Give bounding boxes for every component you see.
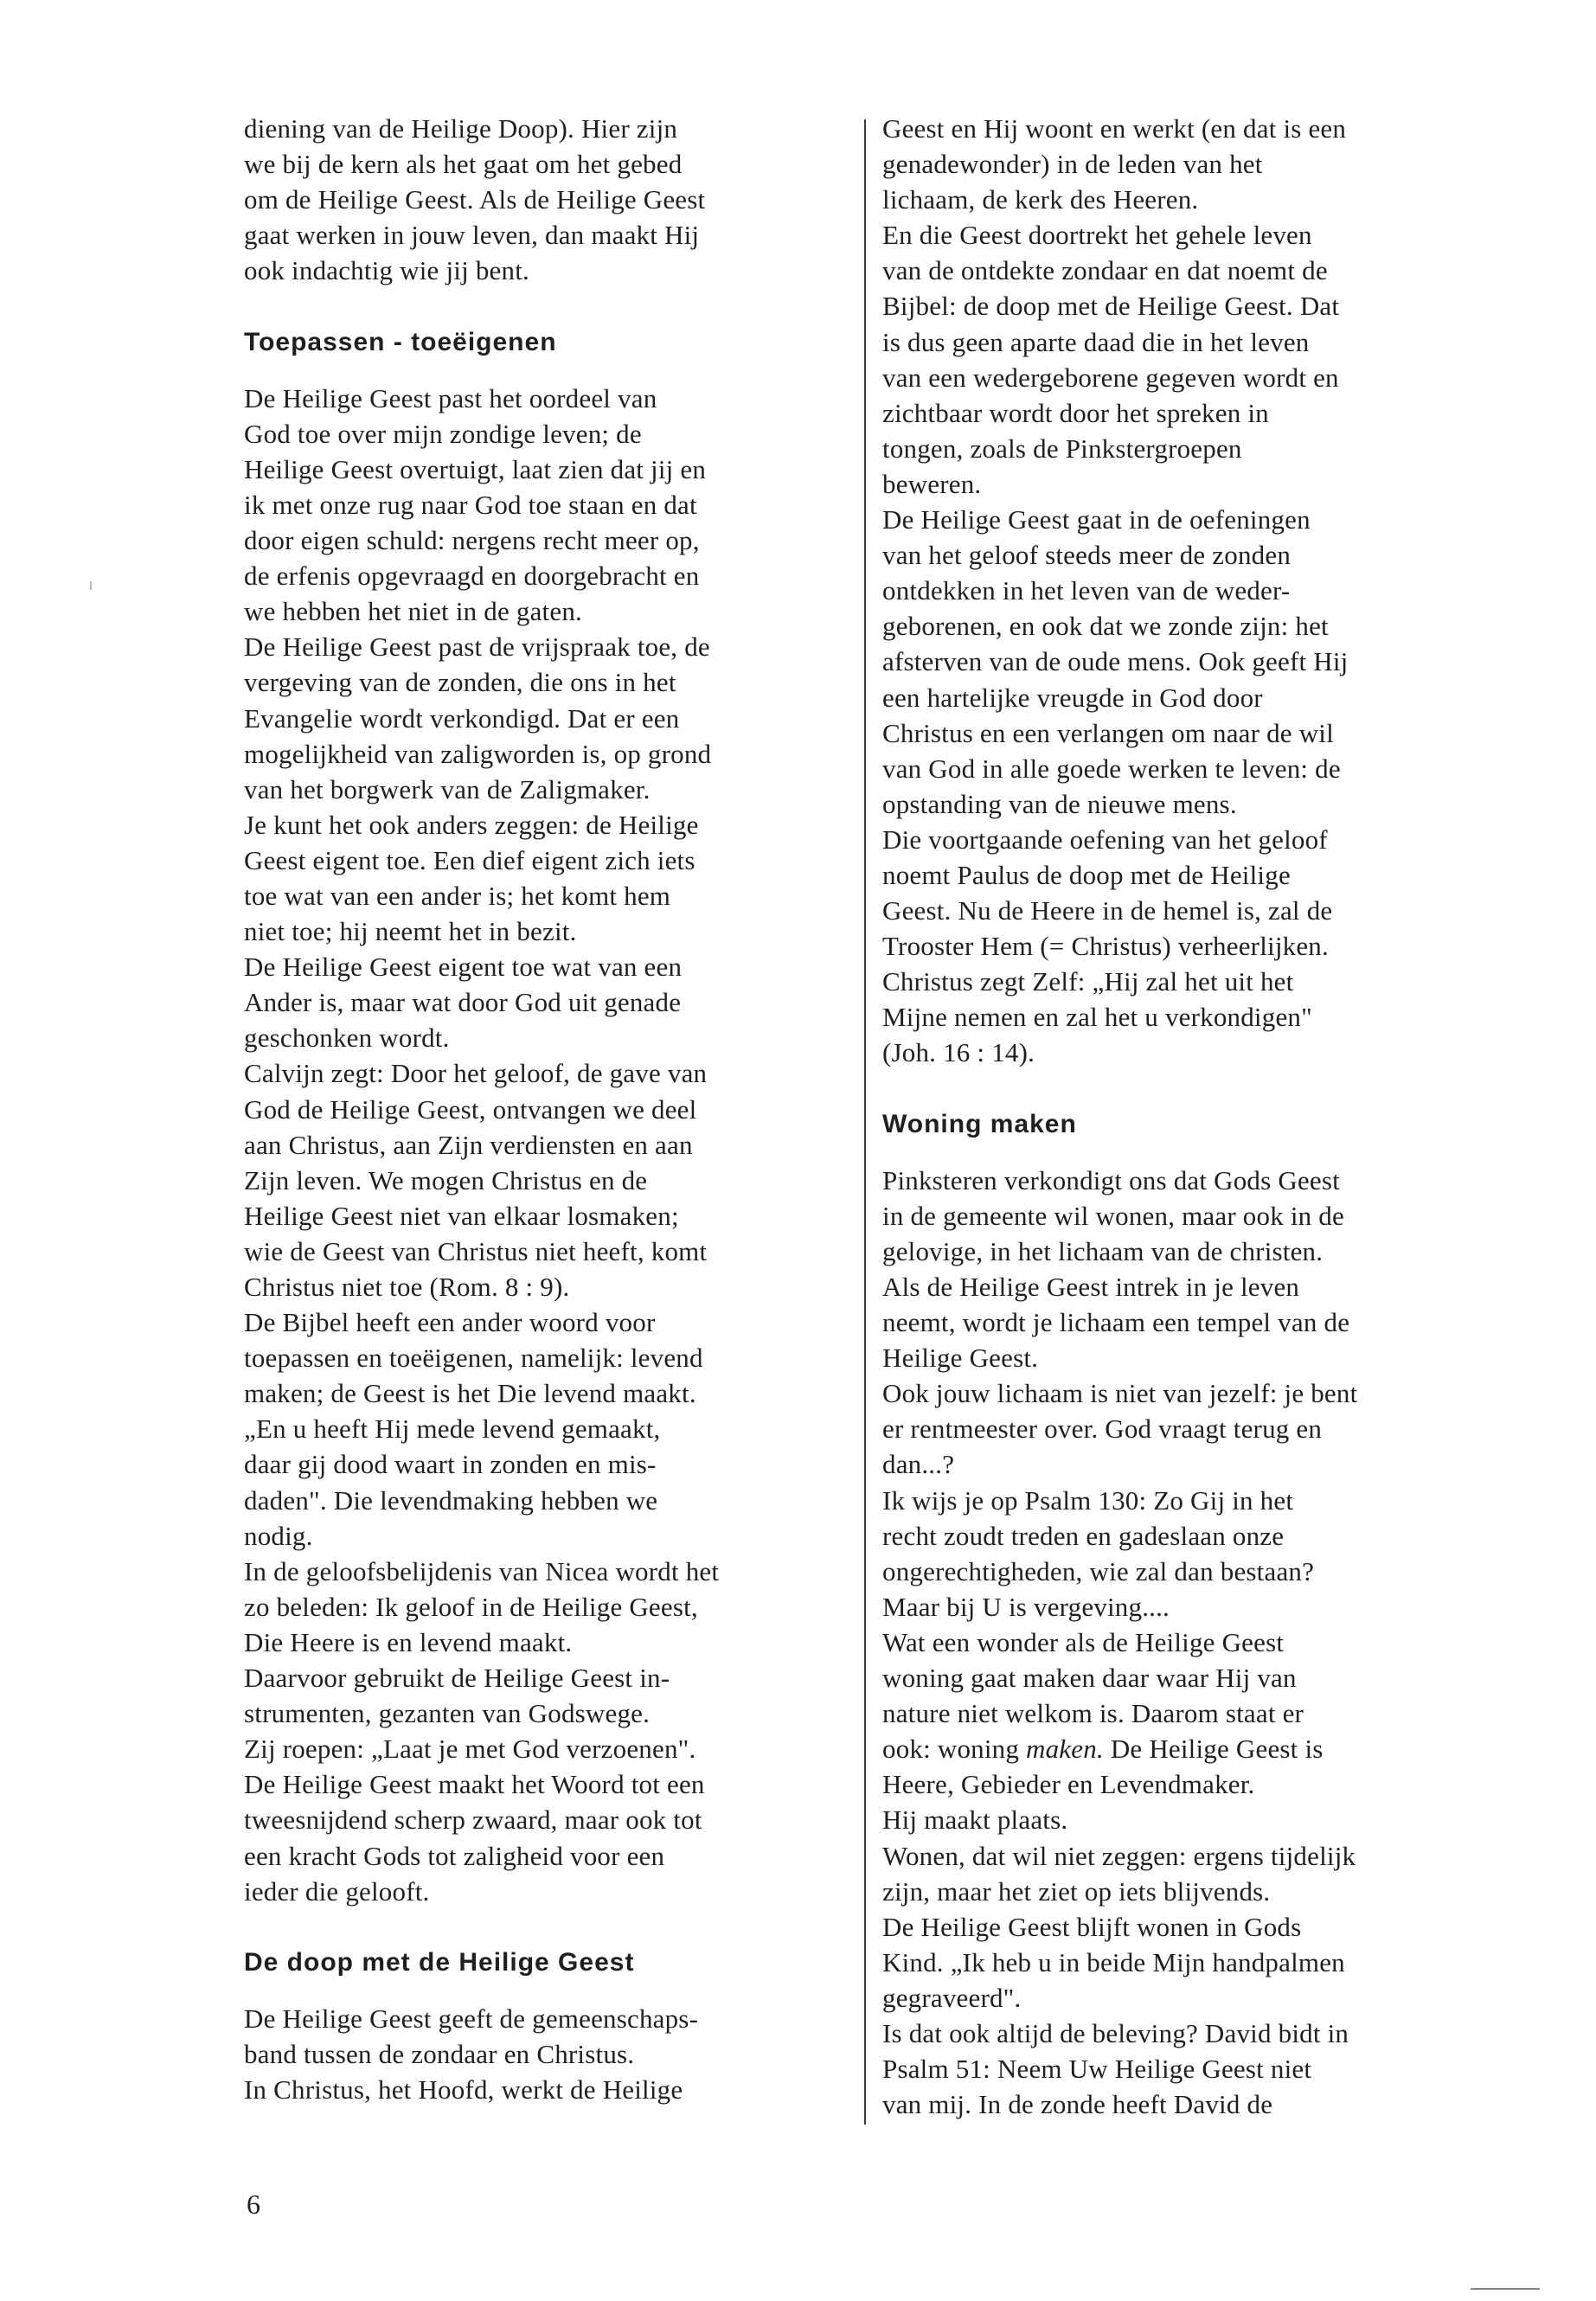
text-line: Die voortgaande oefening van het geloof xyxy=(882,824,1328,855)
page-number: 6 xyxy=(247,2189,260,2220)
text-line: in de gemeente wil wonen, maar ook in de xyxy=(882,1200,1344,1231)
text-line: Geest. Nu de Heere in de hemel is, zal de xyxy=(882,895,1333,926)
text-line: Evangelie wordt verkondigd. Dat er een xyxy=(244,702,680,734)
text-line: God toe over mijn zondige leven; de xyxy=(244,418,642,449)
text-line: Ook jouw lichaam is niet van jezelf: je bent xyxy=(882,1378,1358,1409)
right-column xyxy=(882,111,1505,2122)
text-line: we hebben het niet in de gaten. xyxy=(244,596,582,627)
text-line: van het borgwerk van de Zaligmaker. xyxy=(244,773,651,804)
text-line: er rentmeester over. God vraagt terug en xyxy=(882,1413,1323,1445)
section-heading-woning: Woning maken xyxy=(882,1109,1077,1138)
text-line: van de ontdekte zondaar en dat noemt de xyxy=(882,255,1328,286)
text-line: strumenten, gezanten van Godswege. xyxy=(244,1698,651,1729)
text-line: De Heilige Geest blijft wonen in Gods xyxy=(882,1911,1302,1942)
text-line: Geest eigent toe. Een dief eigent zich iets xyxy=(244,844,695,875)
scan-speck xyxy=(90,581,92,590)
text-line: geborenen, en ook dat we zonde zijn: het xyxy=(882,611,1329,642)
text-line: ik met onze rug naar God toe staan en dat xyxy=(244,489,697,520)
text-line: gegraveerd". xyxy=(882,1982,1022,2013)
text-line: Daarvoor gebruikt de Heilige Geest in- xyxy=(244,1663,670,1694)
column-divider xyxy=(864,119,866,2125)
text-fragment: ook: woning xyxy=(882,1734,1027,1765)
text-line: een kracht Gods tot zaligheid voor een xyxy=(244,1840,665,1871)
text-line: Trooster Hem (= Christus) verheerlijken. xyxy=(882,931,1329,962)
text-line: tweesnijdend scherp zwaard, maar ook tot xyxy=(244,1804,702,1836)
text-line: gelovige, in het lichaam van de christen. xyxy=(882,1235,1324,1266)
text-line: ongerechtigheden, wie zal dan bestaan? xyxy=(882,1555,1315,1586)
text-line: band tussen de zondaar en Christus. xyxy=(244,2038,635,2069)
text-line: lichaam, de kerk des Heeren. xyxy=(882,184,1199,215)
text-line: zichtbaar wordt door het spreken in xyxy=(882,397,1269,428)
text-line: mogelijkheid van zaligworden is, op grond xyxy=(244,738,712,769)
text-line: afsterven van de oude mens. Ook geeft Hij xyxy=(882,646,1349,677)
text-line: toe wat van een ander is; het komt hem xyxy=(244,880,671,911)
text-line: vergeving van de zonden, die ons in het xyxy=(244,667,676,698)
section-body-doop xyxy=(244,2001,849,2107)
text-line: toepassen en toeëigenen, namelijk: levend xyxy=(244,1343,703,1374)
text-line: diening van de Heilige Doop). Hier zijn xyxy=(244,113,678,144)
text-line: om de Heilige Geest. Als de Heilige Geest xyxy=(244,184,706,215)
text-line: Christus zegt Zelf: „Hij zal het uit het xyxy=(882,966,1294,997)
text-line: tongen, zoals de Pinkstergroepen xyxy=(882,433,1242,464)
text-line: De Heilige Geest eigent toe wat van een xyxy=(244,952,683,983)
text-line: door eigen schuld: nergens recht meer op, xyxy=(244,525,700,556)
text-line: Zij roepen: „Laat je met God verzoenen". xyxy=(244,1734,696,1765)
text-line: Heilige Geest niet van elkaar losmaken; xyxy=(244,1200,679,1231)
text-line: noemt Paulus de doop met de Heilige xyxy=(882,859,1291,890)
text-line: Mijne nemen en zal het u verkondigen" xyxy=(882,1002,1312,1033)
text-line: De Heilige Geest geeft de gemeenschaps- xyxy=(244,2003,699,2034)
text-line: Wonen, dat wil niet zeggen: ergens tijdelijk xyxy=(882,1840,1356,1871)
text-line: Wat een wonder als de Heilige Geest xyxy=(882,1626,1285,1657)
text-line: van een wedergeborene gegeven wordt en xyxy=(882,362,1339,393)
text-line: de erfenis opgevraagd en doorgebracht en xyxy=(244,561,700,592)
text-line: Heilige Geest overtuigt, laat zien dat jij en xyxy=(244,453,707,484)
text-line: Als de Heilige Geest intrek in je leven xyxy=(882,1272,1300,1302)
text-line: ook indachtig wie jij bent. xyxy=(244,255,529,286)
text-line: nodig. xyxy=(244,1520,313,1551)
text-line: „En u heeft Hij mede levend gemaakt, xyxy=(244,1413,661,1445)
text-line: In Christus, het Hoofd, werkt de Heilige xyxy=(244,2074,683,2106)
text-line: Maar bij U is vergeving.... xyxy=(882,1591,1170,1622)
section-body-woning xyxy=(882,1163,1505,2123)
text-line: we bij de kern als het gaat om het gebed xyxy=(244,149,683,180)
text-line: De Heilige Geest past de vrijspraak toe, de xyxy=(244,631,710,663)
text-line: gaat werken in jouw leven, dan maakt Hij xyxy=(244,220,700,251)
text-line: neemt, wordt je lichaam een tempel van de xyxy=(882,1307,1350,1338)
text-line: Zijn leven. We mogen Christus en de xyxy=(244,1164,648,1195)
text-line: De Heilige Geest gaat in de oefeningen xyxy=(882,504,1311,535)
text-line: Heere, Gebieder en Levendmaker. xyxy=(882,1769,1255,1800)
text-line: niet toe; hij neemt het in bezit. xyxy=(244,916,577,947)
text-line: genadewonder) in de leden van het xyxy=(882,149,1263,180)
spacer xyxy=(882,1071,1505,1106)
text-line: Christus en een verlangen om naar de wil xyxy=(882,717,1334,748)
text-line: van mij. In de zonde heeft David de xyxy=(882,2089,1273,2120)
text-line: zijn, maar het ziet op iets blijvends. xyxy=(882,1875,1271,1907)
text-line: God de Heilige Geest, ontvangen we deel xyxy=(244,1093,697,1125)
footer-rule xyxy=(1471,2288,1540,2290)
text-line: En die Geest doortrekt het gehele leven xyxy=(882,220,1312,251)
spacer xyxy=(882,1142,1505,1163)
text-line: is dus geen aparte daad die in het leven xyxy=(882,326,1310,357)
text-line: recht zoudt treden en gadeslaan onze xyxy=(882,1520,1285,1551)
emphasized-word: maken. xyxy=(1026,1734,1104,1765)
text-line: Pinksteren verkondigt ons dat Gods Geest xyxy=(882,1164,1340,1195)
text-line: maken; de Geest is het Die levend maakt. xyxy=(244,1378,696,1409)
text-line: Bijbel: de doop met de Heilige Geest. Dat xyxy=(882,291,1340,322)
text-fragment: De Heilige Geest is xyxy=(1103,1734,1324,1765)
text-line: Je kunt het ook anders zeggen: de Heilige xyxy=(244,809,699,840)
section-heading-doop: De doop met de Heilige Geest xyxy=(244,1947,635,1977)
text-line: geschonken wordt. xyxy=(244,1022,450,1054)
text-line: een hartelijke vreugde in God door xyxy=(882,682,1263,713)
left-column xyxy=(244,111,849,2107)
text-line: aan Christus, aan Zijn verdiensten en aan xyxy=(244,1129,693,1160)
continued-paragraph xyxy=(882,111,1505,1071)
text-line: Psalm 51: Neem Uw Heilige Geest niet xyxy=(882,2054,1312,2085)
text-line: van het geloof steeds meer de zonden xyxy=(882,540,1292,571)
section-body-toepassen xyxy=(244,381,849,1909)
text-line: Christus niet toe (Rom. 8 : 9). xyxy=(244,1272,570,1302)
spacer xyxy=(244,288,849,324)
text-line: zo beleden: Ik geloof in de Heilige Geest, xyxy=(244,1591,698,1622)
text-line: beweren. xyxy=(882,468,982,499)
intro-paragraph xyxy=(244,111,849,288)
text-line: Heilige Geest. xyxy=(882,1343,1039,1374)
text-line: Hij maakt plaats. xyxy=(882,1804,1068,1836)
text-line: daden". Die levendmaking hebben we xyxy=(244,1484,658,1516)
text-line: van God in alle goede werken te leven: de xyxy=(882,753,1341,784)
spacer xyxy=(244,360,849,381)
text-line: De Heilige Geest past het oordeel van xyxy=(244,382,657,413)
text-line: (Joh. 16 : 14). xyxy=(882,1037,1035,1068)
text-line: ontdekken in het leven van de weder- xyxy=(882,575,1291,606)
spacer xyxy=(244,1980,849,2001)
text-line: Is dat ook altijd de beleving? David bidt in xyxy=(882,2017,1349,2048)
text-line: dan...? xyxy=(882,1449,955,1480)
text-line: Geest en Hij woont en werkt (en dat is een xyxy=(882,113,1347,144)
text-line: woning gaat maken daar waar Hij van xyxy=(882,1663,1297,1694)
text-line: Calvijn zegt: Door het geloof, de gave van xyxy=(244,1058,708,1089)
text-line: daar gij dood waart in zonden en mis- xyxy=(244,1449,657,1480)
text-line: Ik wijs je op Psalm 130: Zo Gij in het xyxy=(882,1484,1294,1516)
text-line: Ander is, maar wat door God uit genade xyxy=(244,987,682,1018)
spacer xyxy=(244,1909,849,1945)
text-line: ieder die gelooft. xyxy=(244,1875,430,1907)
text-line: In de geloofsbelijdenis van Nicea wordt het xyxy=(244,1555,720,1586)
text-line: wie de Geest van Christus niet heeft, komt xyxy=(244,1235,708,1266)
text-line: Kind. „Ik heb u in beide Mijn handpalmen xyxy=(882,1946,1345,1977)
emphasis-line xyxy=(882,1731,1505,1766)
text-line: nature niet welkom is. Daarom staat er xyxy=(882,1698,1304,1729)
text-line: De Bijbel heeft een ander woord voor xyxy=(244,1307,656,1338)
text-line: De Heilige Geest maakt het Woord tot een xyxy=(244,1769,705,1800)
section-heading-toepassen: Toepassen - toeëigenen xyxy=(244,327,557,356)
text-line: Die Heere is en levend maakt. xyxy=(244,1626,573,1657)
text-line: opstanding van de nieuwe mens. xyxy=(882,788,1237,819)
